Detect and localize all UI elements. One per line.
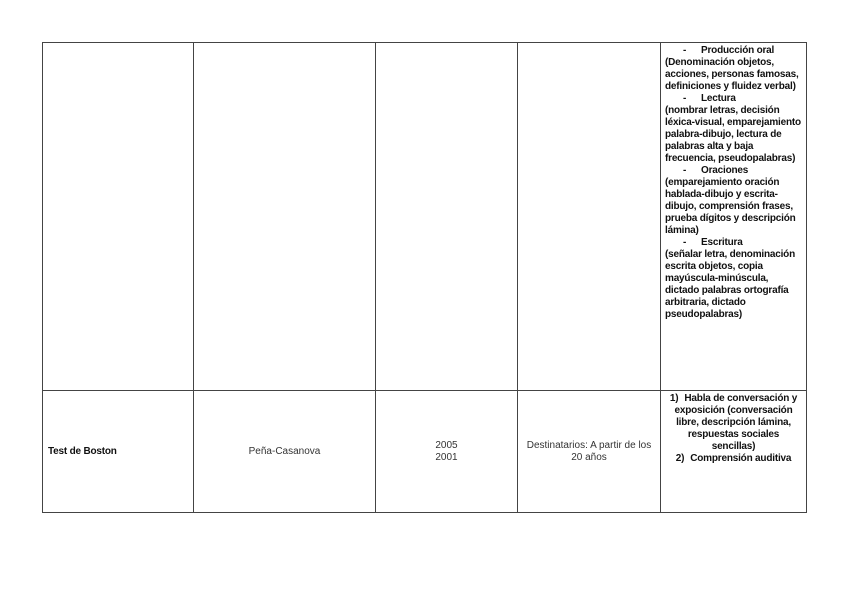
subtest-title: - Lectura <box>683 93 736 104</box>
year-secondary: 2001 <box>435 451 458 463</box>
cell-year-empty <box>376 43 518 391</box>
cell-test-name-empty <box>43 43 194 391</box>
subtest-title: - Producción oral <box>683 45 775 56</box>
boston-subtest-list <box>661 391 806 465</box>
subtest-description: (emparejamiento oración hablada-dibujo y escrita-dibujo, comprensión frases, prueba dígitos y descripción lámina) <box>665 177 796 236</box>
test-name: Test de Boston <box>43 391 194 513</box>
cell-boston-subtests <box>661 391 807 513</box>
year-primary: 2005 <box>435 439 458 451</box>
recipients <box>518 391 661 513</box>
subtest-item <box>665 237 802 321</box>
authors: Peña-Casanova <box>194 391 376 513</box>
years <box>376 391 518 513</box>
subtest-item <box>665 93 802 165</box>
boston-subtest-item: 1) Habla de conversación y exposición (conversación libre, descripción lámina, respuestas sociales sencillas) <box>669 393 798 452</box>
assessment-table <box>42 42 807 513</box>
boston-subtest-item: 2) Comprensión auditiva <box>675 453 792 464</box>
subtest-item <box>665 45 802 93</box>
table-row-continuation <box>43 43 807 391</box>
subtest-description: (nombrar letras, decisión léxica-visual, emparejamiento palabra-dibujo, lectura de palabras alta y baja frecuencia, pseudopalabras) <box>665 105 801 164</box>
recipients-text: Destinatarios: A partir de los 20 años <box>526 439 652 463</box>
subtest-description: (Denominación objetos, acciones, personas famosas, definiciones y fluidez verbal) <box>665 57 799 92</box>
subtest-item <box>665 165 802 237</box>
subtest-title: - Oraciones <box>683 165 749 176</box>
cell-subtests <box>661 43 807 391</box>
subtest-title: - Escritura <box>683 237 743 248</box>
cell-authors-empty <box>194 43 376 391</box>
table-row-boston <box>43 391 807 513</box>
cell-recipients-empty <box>518 43 661 391</box>
subtest-list <box>661 43 806 321</box>
subtest-description: (señalar letra, denominación escrita objetos, copia mayúscula-minúscula, dictado palabras ortografía arbitraria, dictado pseudopalabras) <box>665 249 795 320</box>
